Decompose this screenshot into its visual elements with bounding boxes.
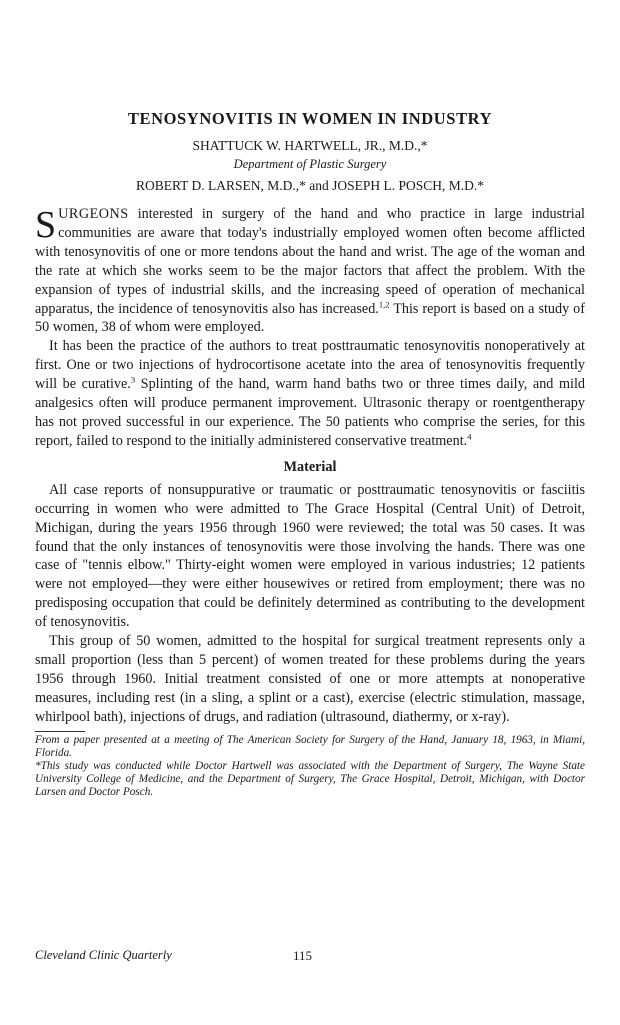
department-line: Department of Plastic Surgery	[233, 157, 387, 171]
coauthors-line: ROBERT D. LARSEN, M.D.,* and JOSEPH L. POSCH, M.D.*	[135, 178, 485, 193]
footnote-affiliation: *This study was conducted while Doctor Hartwell was associated with the Department of Surgery, The Wayne State University College of Medicine, and the Department of Surgery, The Grace Hospital, Detroit, Michigan, with Doctor Larsen and Doctor Posch.	[35, 759, 585, 799]
para2-text-a: It has been the practice of the authors to treat posttraumatic tenosynovitis nonoperatively at first. One or two injections of hydrocortisone acetate into the area of tenosynovitis frequently will be curative.	[35, 338, 585, 393]
para2-text-b: Splinting of the hand, warm hand baths two or three times daily, and mild analgesics often will produce permanent improvement. Ultrasonic therapy or roentgentherapy has not proved successful in our experience. The 50 patients who comprise the series, for this report, failed to respond to the initially administered conservative treatment.	[35, 376, 585, 449]
intro-first-word: URGEONS	[58, 206, 129, 222]
paragraph-2	[35, 337, 585, 450]
citation-ref: 1,2	[378, 298, 390, 309]
section-heading-material: Material	[283, 458, 337, 475]
paragraph-4: This group of 50 women, admitted to the hospital for surgical treatment represents only a small proportion (less than 5 percent) of women treated for these problems during the years 1956 through 1960. Initial treatment consisted of one or more attempts at nonoperative measures, including rest (in a sling, a splint or a cast), exercise (electric stimulation, massage, whirlpool bath), injections of drugs, and radiation (ultrasound, diathermy, or x-ray).	[35, 633, 585, 725]
paragraph-3: All case reports of nonsuppurative or traumatic or posttraumatic tenosynovitis or fasciitis occurring in women who were admitted to The Grace Hospital (Central Unit) of Detroit, Michigan, during the years 1956 through 1960 were reviewed; the total was 50 cases. It was found that the only instances of tenosynovitis were those involving the hands. There was one case of "tennis elbow." Thirty-eight women were employed in various industries; 12 patients were not employed—they were either housewives or retired from employment; there was no predisposing occupation that could be definitely determined as contributing to the development of tenosynovitis.	[35, 481, 585, 631]
citation-ref: 3	[130, 374, 136, 385]
drop-cap: S	[35, 204, 57, 246]
page-number: 115	[293, 948, 313, 963]
article-body	[35, 205, 585, 727]
journal-name: Cleveland Clinic Quarterly	[35, 948, 172, 962]
footnote-presentation: From a paper presented at a meeting of The American Society for Surgery of the Hand, January 18, 1963, in Miami, Florida.	[35, 733, 585, 759]
intro-text-a: interested in surgery of the hand and who practice in large industrial communities are aware that today's industrially employed women often become afflicted with tenosynovitis of one or more tendons about the hand and wrist. The age of the woman and the rate at which she works seem to be the major factors that affect the problem. With the expansion of types of industrial skills, and the increasing speed of operation of mechanical apparatus, the incidence of tenosynovitis also has increased.	[35, 206, 585, 317]
intro-text-b: This report is based on a study of 50 women, 38 of whom were employed.	[35, 300, 585, 336]
footnote-divider	[35, 731, 85, 732]
author-line: SHATTUCK W. HARTWELL, JR., M.D.,*	[192, 138, 428, 153]
article-page	[35, 108, 585, 800]
intro-paragraph	[35, 205, 585, 337]
citation-ref: 4	[467, 431, 472, 442]
article-title: TENOSYNOVITIS IN WOMEN IN INDUSTRY	[127, 109, 493, 128]
page-footer	[35, 948, 585, 966]
